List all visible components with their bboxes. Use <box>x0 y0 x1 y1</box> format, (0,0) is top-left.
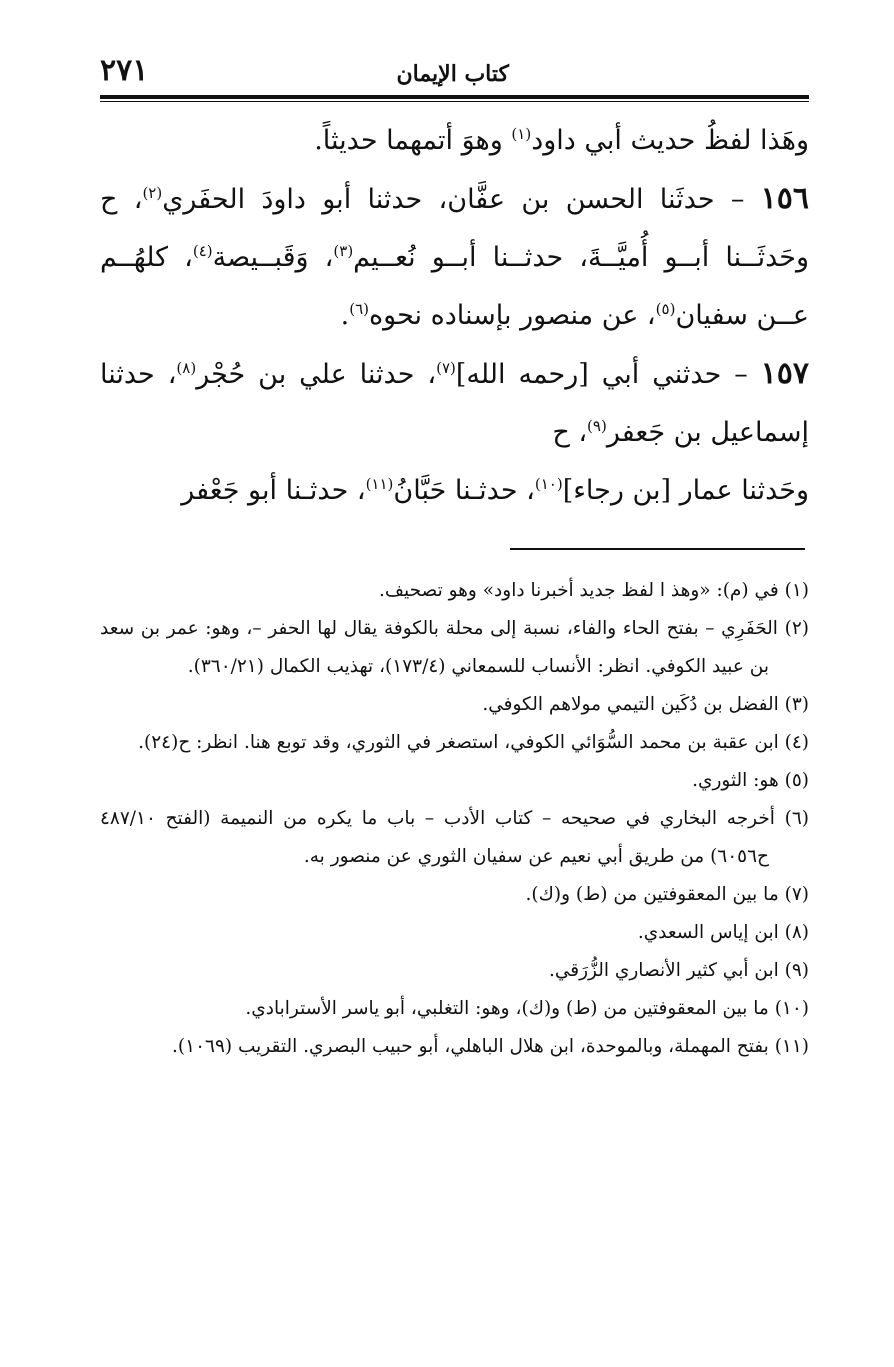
hadith-number: ١٥٧ <box>760 356 809 391</box>
footnote-marker: (٧) <box>784 884 809 905</box>
footnote-ref: (١٠) <box>534 475 563 493</box>
footnote: (١١) بفتح المهملة، وبالموحدة، ابن هلال الباهلي، أبو حبيب البصري. التقريب (١٠٦٩). <box>172 1036 809 1057</box>
footnote-ref: (٧) <box>436 359 456 377</box>
footnote-ref: (٦) <box>349 300 369 318</box>
footnote-marker: (١) <box>784 580 809 601</box>
footnote-marker: (٦) <box>784 808 809 829</box>
footnote-ref: (٥) <box>655 300 676 318</box>
footnote: (١) في (م): «وهذ ا لفظ جديد أخبرنا داود» وهو تصحيف. <box>378 580 809 601</box>
footnote-ref: (٢) <box>142 184 163 202</box>
footnote: (٤) ابن عقبة بن محمد السُّوَائي الكوفي، استصغر في الثوري، وقد توبع هنا. انظر: ح(٢٤). <box>138 732 809 753</box>
page-number: ٢٧١ <box>100 53 149 88</box>
header-rule <box>100 95 809 99</box>
hadith-157: ١٥٧ – حدثني أبي [رحمه الله]$^{(٧)}$، حدثنا علي بن حُجْر$^{(٨)}$، حدثنا إسماعيل بن جَعفر$^{(٩)}$، ح <box>100 356 809 448</box>
footnote-ref: (٣) <box>333 242 354 260</box>
footnote-marker: (١٠) <box>774 998 809 1019</box>
page-header <box>100 55 809 93</box>
footnote: (٦) أخرجه البخاري في صحيحه – كتاب الأدب – باب ما يكره من النميمة (الفتح ٤٨٧/١٠ ح٦٠٥٦) من طريق أبي نعيم عن سفيان الثوري عن منصور به. <box>100 808 809 867</box>
footnote-ref: (١) <box>511 125 532 143</box>
footnote: (٧) ما بين المعقوفتين من (ط) و(ك). <box>525 884 809 905</box>
footnote: (٥) هو: الثوري. <box>692 770 809 791</box>
footnote: (٨) ابن إياس السعدي. <box>637 922 809 943</box>
footnote-marker: (٥) <box>784 770 809 791</box>
footnote-marker: (٩) <box>784 960 809 981</box>
footnote-ref: (٨) <box>176 359 197 377</box>
footnote-marker: (٢) <box>784 618 809 639</box>
footnote-separator <box>510 548 805 550</box>
paragraph: وحَدثنا عمار [بن رجاء]$^{(١٠)}$، حدثـنا حَبَّانُ$^{(١١)}$، حدثـنا أبو جَعْفر <box>181 475 809 506</box>
footnote: (٩) ابن أبي كثير الأنصاري الزُّرَقي. <box>548 960 809 981</box>
footnote-marker: (١١) <box>774 1036 809 1057</box>
footnote: (٢) الحَفَرِي – بفتح الحاء والفاء، نسبة إلى محلة بالكوفة يقال لها الحفر –، وهو: عمر بن سعد بن عبيد الكوفي. انظر: الأنساب للسمعاني (١٧٣/٤)، تهذيب الكمال (٣٦٠/٢١). <box>100 618 809 677</box>
hadith-156: ١٥٦ – حدثَنا الحسن بن عفَّان، حدثنا أبو داودَ الحفَري$^{(٢)}$، ح وحَدثَــنا أبــو أُميَّــةَ، حدثــنا أبــو نُعــيم$^{(٣)}$، وَقَبــيصة$^{(٤)}$، كلهُــم عــن سفيان$^{(٥)}$، عن منصور بإسناده نحوه$^{(٦)}$. <box>100 181 810 331</box>
footnote-marker: (٤) <box>784 732 809 753</box>
footnote-marker: (٣) <box>784 694 809 715</box>
footnote: (١٠) ما بين المعقوفتين من (ط) و(ك)، وهو: التغلبي، أبو ياسر الأسترابادي. <box>245 998 809 1019</box>
footnote-ref: (٩) <box>587 417 607 435</box>
header-rule-thin <box>100 101 809 102</box>
footnote-ref: (٤) <box>192 242 213 260</box>
footnote-ref: (١١) <box>365 475 394 493</box>
footnote: (٣) الفضل بن دُكَين التيمي مولاهم الكوفي. <box>482 694 809 715</box>
page-title: كتاب الإيمان <box>396 61 509 87</box>
footnotes <box>100 572 809 1066</box>
hadith-number: ١٥٦ <box>760 181 809 216</box>
main-text <box>100 112 809 520</box>
paragraph: وهَذا لفظُ حديث أبي داود$^{(١)}$ وهوَ أتمهما حديثاً. <box>314 125 809 156</box>
footnote-marker: (٨) <box>784 922 809 943</box>
